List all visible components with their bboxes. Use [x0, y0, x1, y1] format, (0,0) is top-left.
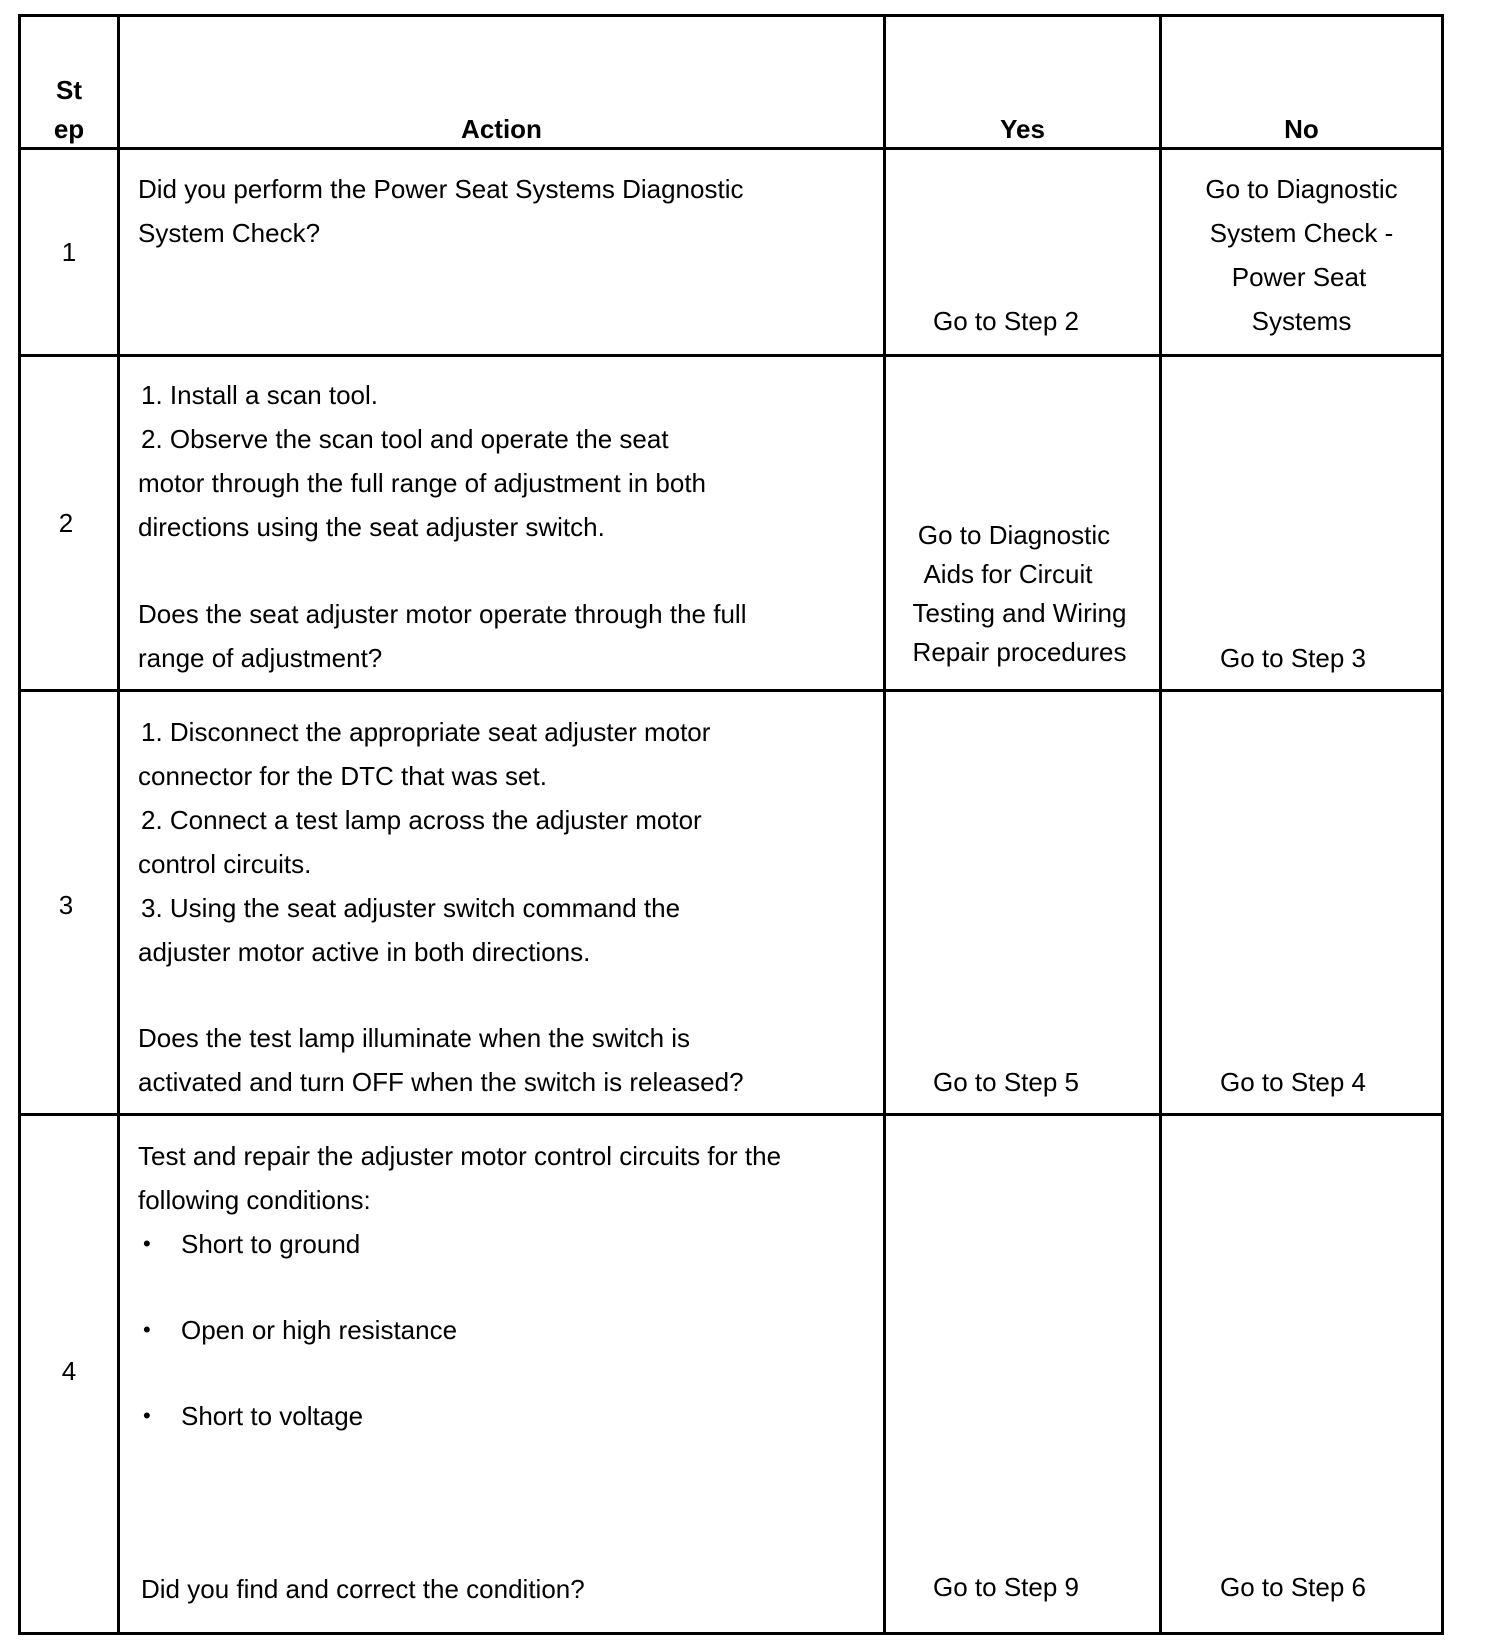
no-result: Go to Step 6 — [1220, 1572, 1366, 1602]
bullet-icon: • — [143, 1317, 151, 1342]
header-yes: Yes — [1000, 114, 1045, 144]
step-number: 1 — [61, 237, 77, 267]
yes-result: Go to Step 9 — [933, 1572, 1079, 1602]
action-line: Did you perform the Power Seat Systems Diagnostic — [138, 174, 744, 204]
action-line: following conditions: — [138, 1185, 371, 1215]
action-line: 1. Disconnect the appropriate seat adjuster motor — [141, 717, 711, 747]
action-line: 2. Observe the scan tool and operate the seat — [141, 424, 669, 454]
action-line: adjuster motor active in both directions. — [138, 937, 591, 967]
action-line: activated and turn OFF when the switch is released? — [138, 1067, 744, 1097]
yes-result: Repair procedures — [912, 637, 1127, 667]
no-result: System Check - — [1209, 218, 1394, 248]
column-divider — [883, 17, 886, 1632]
action-line: control circuits. — [138, 849, 312, 879]
column-divider — [117, 17, 120, 1632]
no-result: Power Seat — [1231, 262, 1367, 292]
header-no: No — [1284, 114, 1319, 144]
action-line: Did you find and correct the condition? — [141, 1574, 585, 1604]
action-line: Does the test lamp illuminate when the switch is — [138, 1023, 691, 1053]
action-line: Does the seat adjuster motor operate through the full — [138, 599, 747, 629]
yes-result: Go to Diagnostic — [917, 520, 1111, 550]
header-step-2 — [21, 107, 117, 151]
action-line: Test and repair the adjuster motor control circuits for the — [138, 1141, 782, 1171]
row-divider — [21, 354, 1441, 357]
action-line: connector for the DTC that was set. — [138, 761, 547, 791]
yes-result: Go to Step 2 — [933, 306, 1079, 336]
bullet-icon: • — [143, 1231, 151, 1256]
action-line: range of adjustment? — [138, 643, 383, 673]
diagnostic-table — [18, 14, 1444, 1635]
condition-item: Open or high resistance — [181, 1315, 458, 1345]
action-line: 1. Install a scan tool. — [141, 380, 379, 410]
action-line: 2. Connect a test lamp across the adjuster motor — [141, 805, 702, 835]
no-result: Go to Step 4 — [1220, 1067, 1366, 1097]
condition-item: Short to voltage — [181, 1401, 364, 1431]
no-result: Systems — [1251, 306, 1352, 336]
action-line: motor through the full range of adjustment in both — [138, 468, 707, 498]
no-result: Go to Step 3 — [1220, 643, 1366, 673]
step-number: 2 — [58, 508, 74, 538]
action-line: System Check? — [138, 218, 321, 248]
yes-result: Go to Step 5 — [933, 1067, 1079, 1097]
action-line: directions using the seat adjuster switch. — [138, 512, 605, 542]
row-divider — [21, 689, 1441, 692]
yes-result: Testing and Wiring — [912, 598, 1127, 628]
no-result: Go to Diagnostic — [1205, 174, 1398, 204]
action-line: 3. Using the seat adjuster switch command the — [141, 893, 681, 923]
bullet-icon: • — [143, 1403, 151, 1428]
header-step-line: St — [56, 75, 82, 105]
header-step — [21, 68, 117, 112]
step-number: 3 — [58, 890, 74, 920]
condition-item: Short to ground — [181, 1229, 361, 1259]
yes-result: Aids for Circuit — [923, 559, 1093, 589]
row-divider — [21, 1113, 1441, 1116]
header-step-line: ep — [53, 114, 85, 144]
header-action: Action — [461, 114, 542, 144]
step-number: 4 — [61, 1356, 77, 1386]
